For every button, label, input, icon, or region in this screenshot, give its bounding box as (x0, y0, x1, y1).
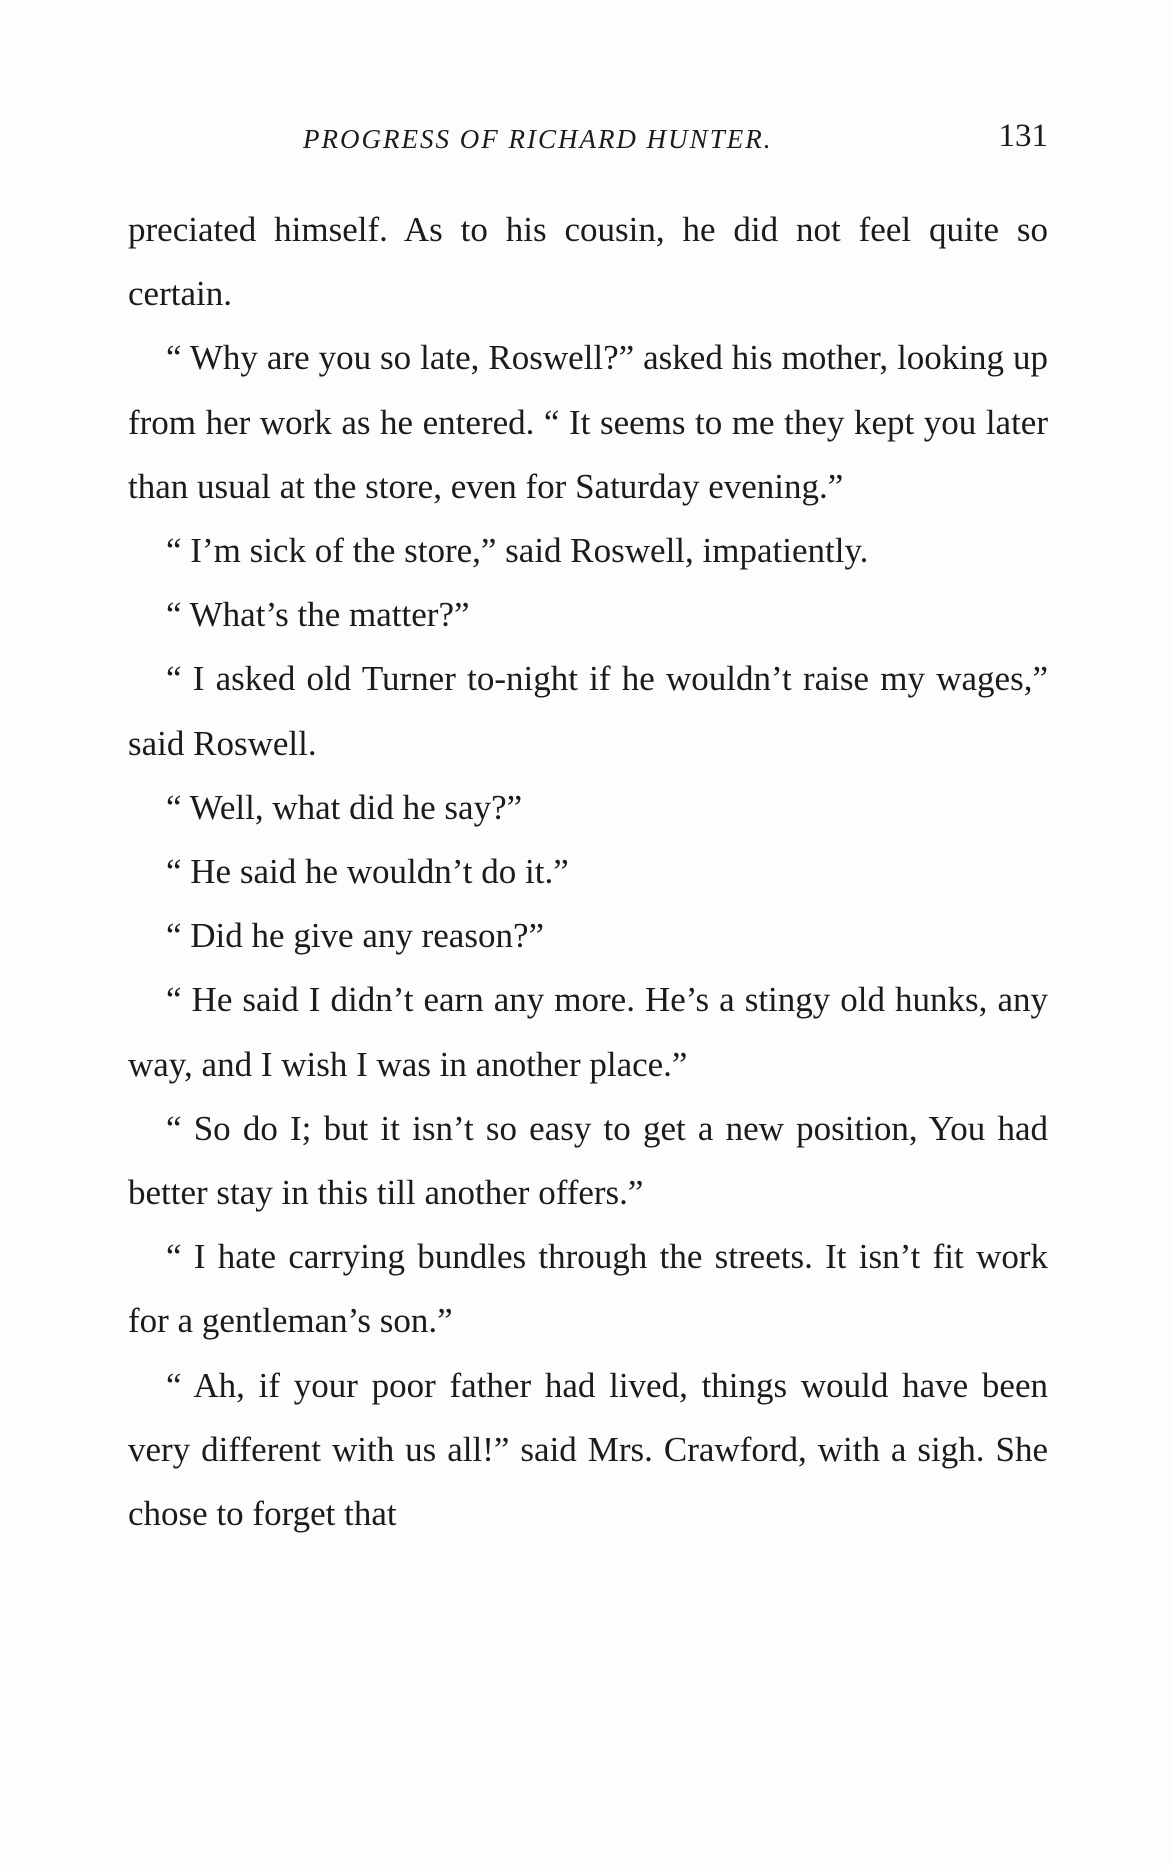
paragraph: “ He said I didn’t earn any more. He’s a stingy old hunks, any way, and I wish I was in another place.” (128, 980, 1048, 1084)
paragraph: “ I’m sick of the store,” said Roswell, impatiently. (166, 531, 869, 571)
body-text (128, 198, 1048, 1546)
paragraph: “ Why are you so late, Roswell?” asked his mother, looking up from her work as he entered. “ It seems to me they kept you later than usual at the store, even for Saturday evening.” (128, 338, 1048, 506)
paragraph: preciated himself. As to his cousin, he did not feel quite so certain. (128, 210, 1048, 314)
paragraph: “ What’s the matter?” (166, 595, 470, 635)
paragraph: “ So do I; but it isn’t so easy to get a new position, You had better stay in this till another offers.” (128, 1108, 1048, 1213)
paragraph: “ Well, what did he say?” (166, 787, 523, 827)
paragraph: “ Ah, if your poor father had lived, things would have been very different with us all!” said Mrs. Crawford, with a sigh. She chose to forget that (128, 1365, 1048, 1534)
page-number: 131 (998, 118, 1048, 154)
paragraph: “ I hate carrying bundles through the streets. It isn’t fit work for a gentleman’s son.” (128, 1237, 1048, 1341)
paragraph: “ Did he give any reason?” (166, 916, 545, 956)
running-title: PROGRESS OF RICHARD HUNTER. (303, 124, 773, 154)
paragraph: “ He said he wouldn’t do it.” (166, 852, 569, 892)
paragraph: “ I asked old Turner to-night if he wouldn’t raise my wages,” said Roswell. (128, 659, 1048, 763)
page-header (128, 118, 1048, 168)
